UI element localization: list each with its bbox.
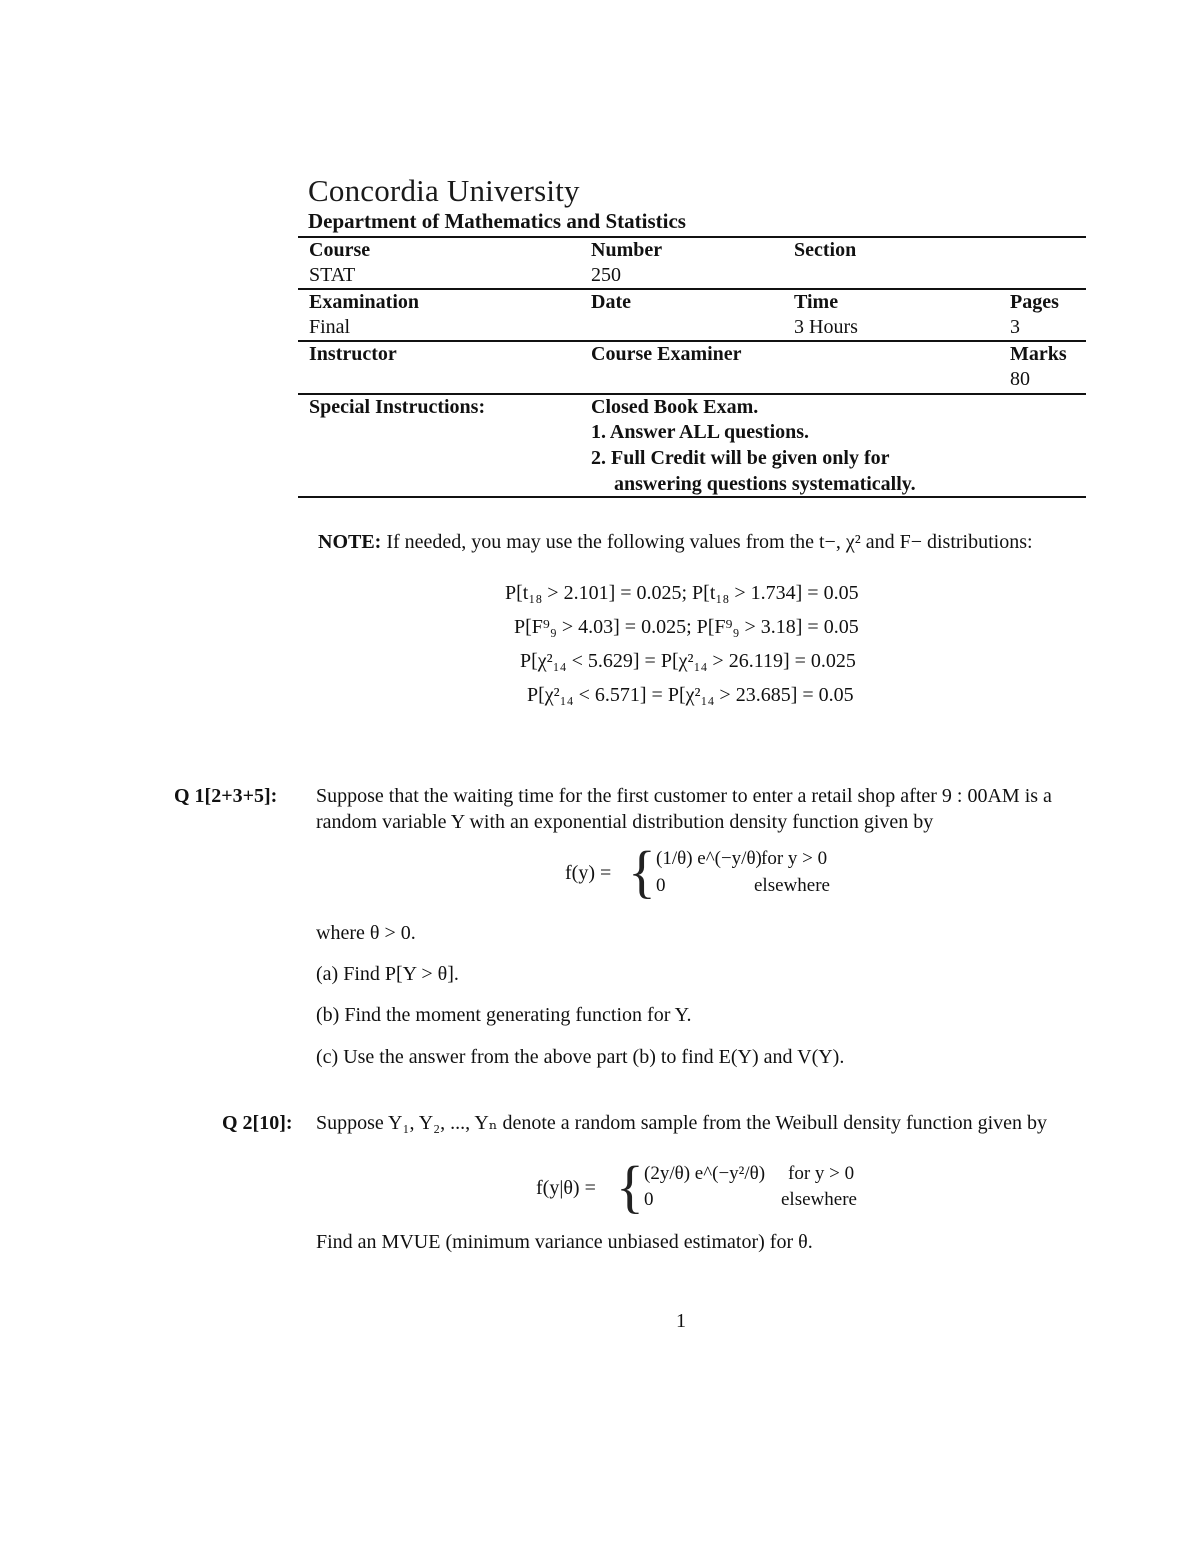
table-rule-1 — [298, 236, 1086, 238]
examination-label: Examination — [309, 291, 420, 313]
q1-case2-condition: elsewhere — [754, 875, 830, 896]
page-number: 1 — [676, 1310, 686, 1332]
marks-label: Marks — [1010, 343, 1067, 365]
q2-case2-condition: elsewhere — [781, 1189, 857, 1210]
instruction-line: 2. Full Credit will be given only for — [591, 447, 890, 469]
time-value: 3 Hours — [794, 316, 858, 338]
q2-text: Suppose Y₁, Y₂, ..., Yₙ denote a random sample from the Weibull density function given by — [316, 1112, 1048, 1134]
department-name: Department of Mathematics and Statistics — [308, 209, 686, 233]
q1-function-lhs: f(y) = — [565, 862, 612, 884]
number-label: Number — [591, 239, 663, 261]
q2-brace: { — [616, 1154, 644, 1219]
q1-where: where θ > 0. — [316, 922, 416, 944]
course-examiner-label: Course Examiner — [591, 343, 742, 365]
instructor-label: Instructor — [309, 343, 397, 365]
q1-part-a: (a) Find P[Y > θ]. — [316, 963, 459, 985]
course-label: Course — [309, 239, 371, 261]
course-value: STAT — [309, 264, 356, 286]
note-paragraph — [318, 529, 1108, 555]
note-text: If needed, you may use the following values from the t−, χ² and F− distributions: — [386, 531, 1033, 553]
university-name: Concordia University — [308, 173, 580, 208]
note-equation: P[χ²₁₄ < 6.571] = P[χ²₁₄ > 23.685] = 0.05 — [527, 684, 854, 706]
section-label: Section — [794, 239, 857, 261]
q2-case1-condition: for y > 0 — [788, 1163, 855, 1184]
q2-label: Q 2[10]: — [222, 1112, 293, 1134]
q1-part-c: (c) Use the answer from the above part (b) to find E(Y) and V(Y). — [316, 1046, 845, 1068]
special-instructions-label: Special Instructions: — [309, 396, 486, 418]
q1-text: Suppose that the waiting time for the first customer to enter a retail shop after 9 : 00AM is a random variable Y with an exponential distribution density function given by — [316, 785, 1052, 833]
q1-case1-expression: (1/θ) e^(−y/θ) — [656, 848, 762, 869]
note-equation: P[χ²₁₄ < 5.629] = P[χ²₁₄ > 26.119] = 0.025 — [520, 650, 856, 672]
q2-case1-expression: (2y/θ) e^(−y²/θ) — [644, 1163, 766, 1184]
number-value: 250 — [591, 264, 621, 286]
table-rule-5 — [298, 496, 1086, 498]
q1-brace: { — [628, 839, 656, 904]
instruction-line: 1. Answer ALL questions. — [591, 421, 810, 443]
marks-value: 80 — [1010, 368, 1030, 390]
q1-part-b: (b) Find the moment generating function for Y. — [316, 1004, 692, 1026]
q1-case1-condition: for y > 0 — [761, 848, 828, 869]
q1-case2-expression: 0 — [656, 875, 666, 896]
q2-task: Find an MVUE (minimum variance unbiased estimator) for θ. — [316, 1231, 813, 1253]
note-label: NOTE: — [318, 531, 382, 553]
pages-value: 3 — [1010, 316, 1020, 338]
time-label: Time — [794, 291, 839, 313]
instruction-line: Closed Book Exam. — [591, 396, 759, 418]
q2-function-lhs: f(y|θ) = — [536, 1177, 596, 1199]
examination-value: Final — [309, 316, 351, 338]
date-label: Date — [591, 291, 631, 313]
q2-case2-expression: 0 — [644, 1189, 654, 1210]
instruction-line: answering questions systematically. — [614, 473, 916, 495]
pages-label: Pages — [1010, 291, 1059, 313]
q1-label: Q 1[2+3+5]: — [174, 785, 278, 807]
note-equation: P[F⁹₉ > 4.03] = 0.025; P[F⁹₉ > 3.18] = 0.05 — [514, 616, 859, 638]
note-equation: P[t₁₈ > 2.101] = 0.025; P[t₁₈ > 1.734] = 0.05 — [505, 582, 859, 604]
